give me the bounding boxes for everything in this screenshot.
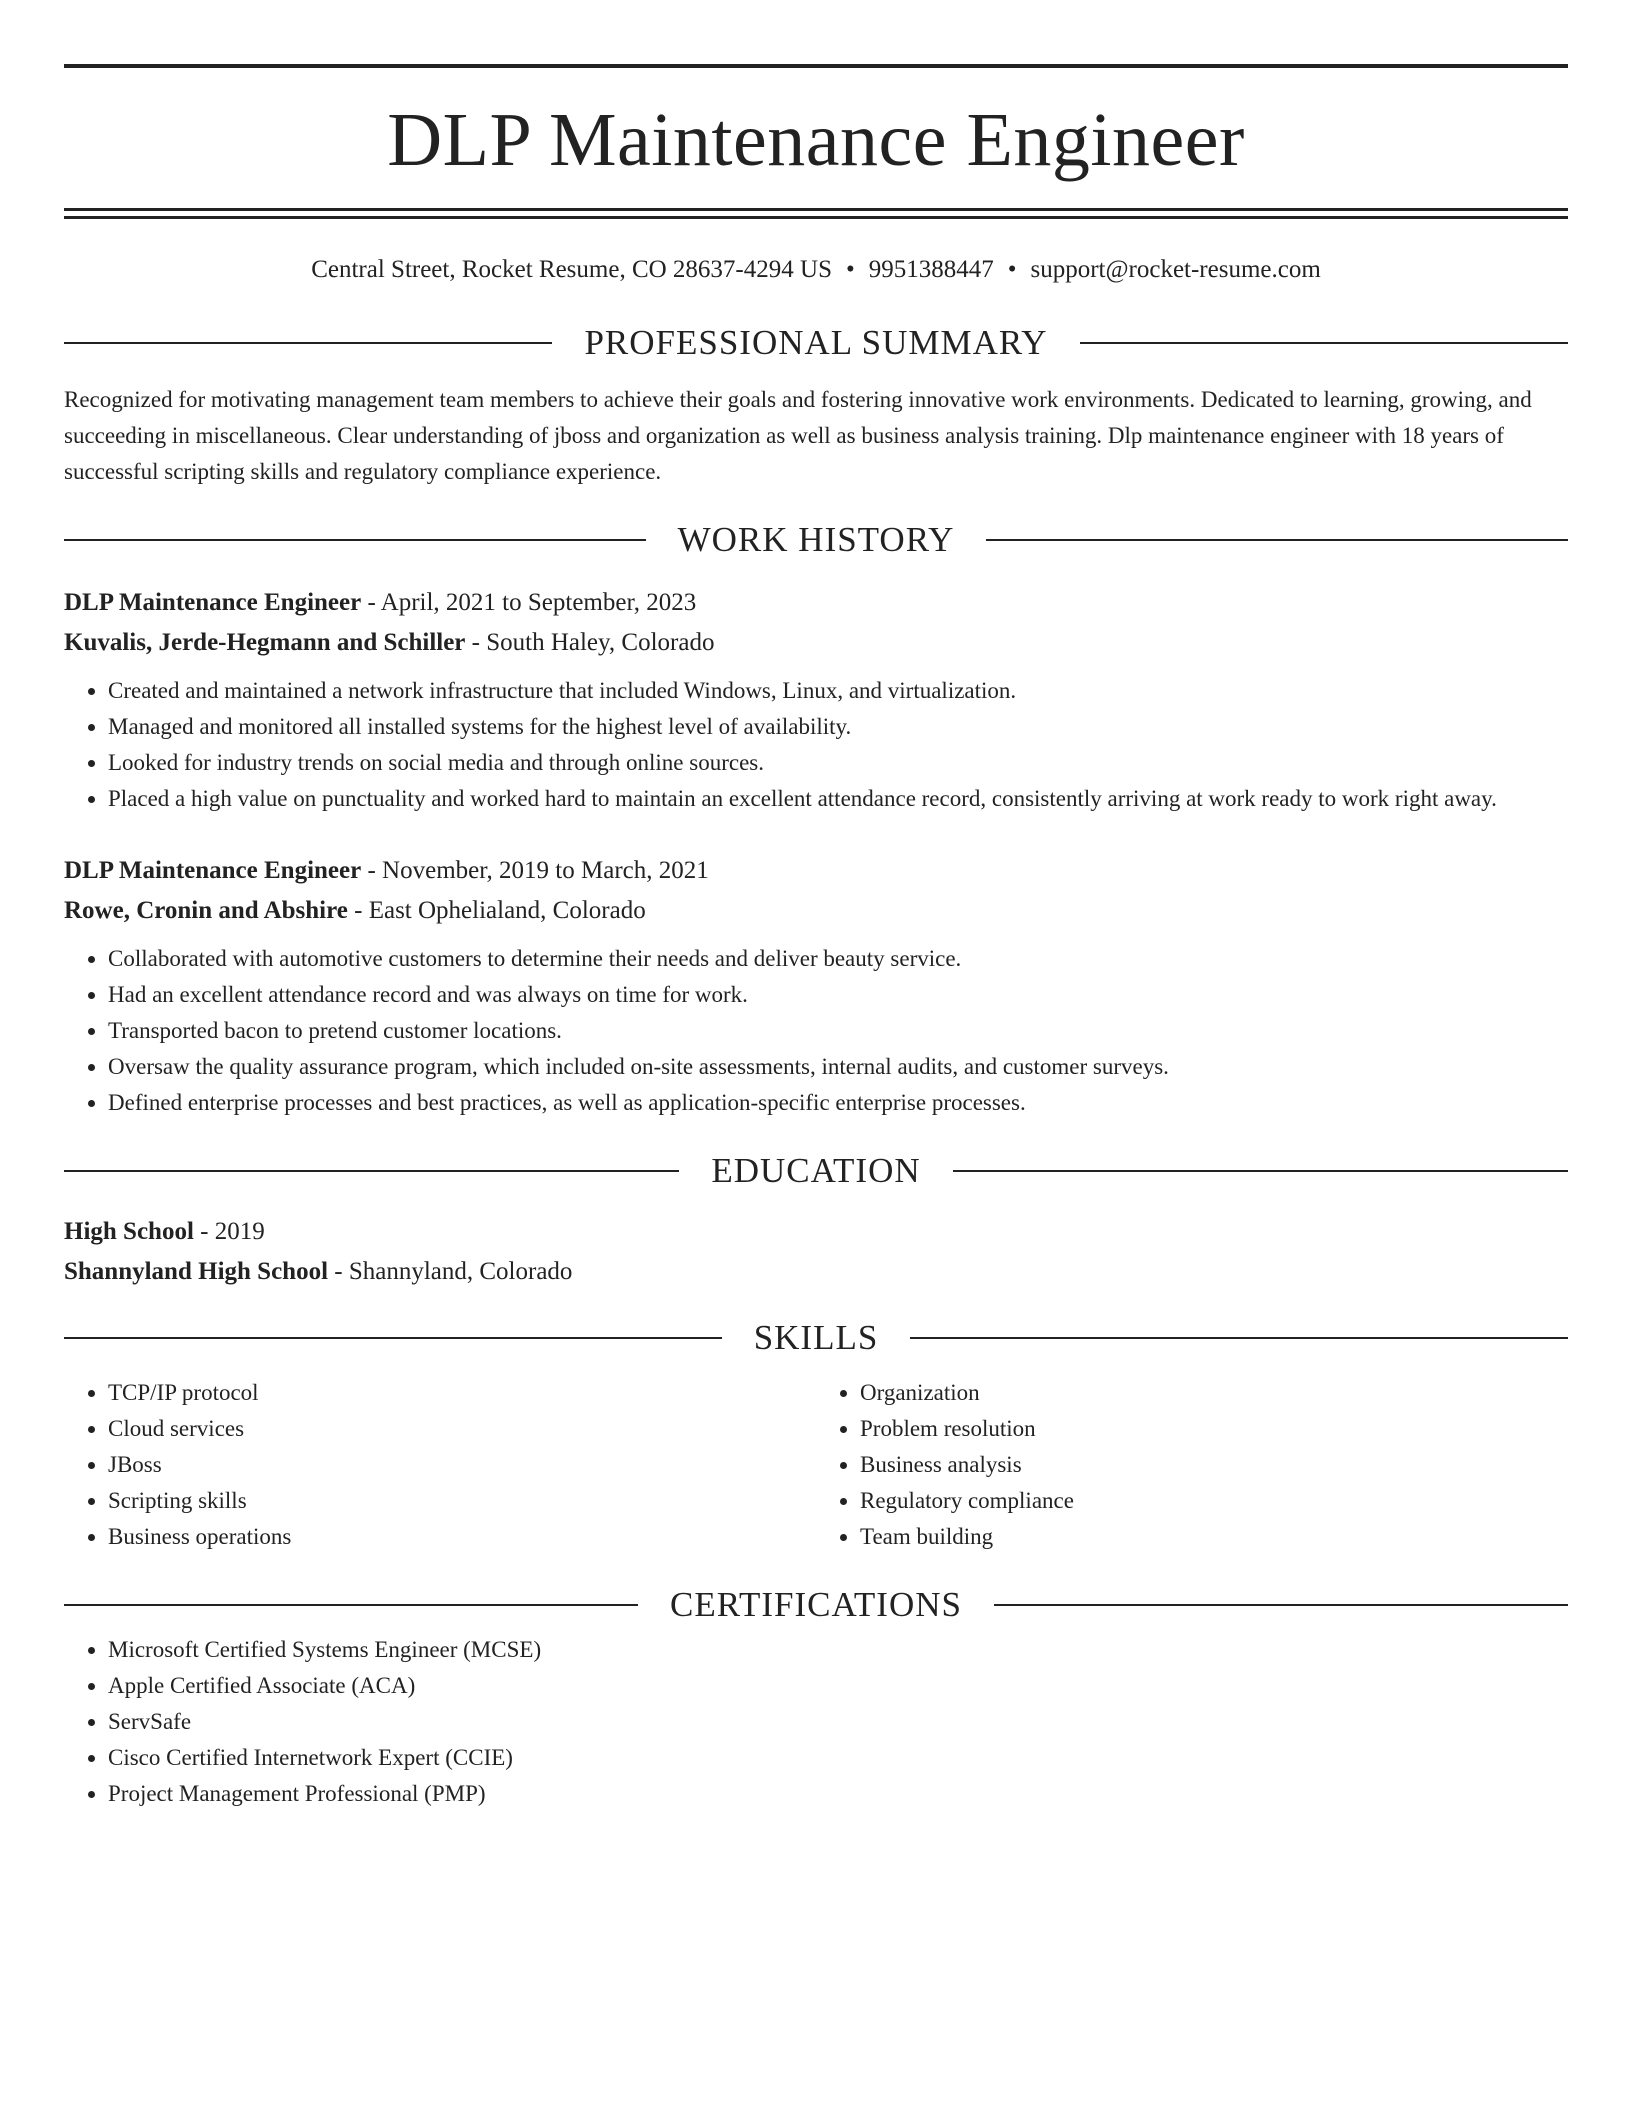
header-double-rule [64,208,1568,219]
section-heading-certifications [64,1587,1568,1622]
job-bullet: • Had an excellent attendance record and was always on time for work. [108,977,1568,1013]
header-top-rule [64,64,1568,68]
job-bullet: • Created and maintained a network infrastructure that included Windows, Linux, and virtualization. [108,673,1568,709]
section-heading-education [64,1153,1568,1188]
job-location: - East Ophelialand, Colorado [347,897,646,924]
heading-rule [986,539,1568,541]
education-year: - 2019 [193,1218,265,1245]
heading-rule [64,1170,679,1172]
job-bullet: • Oversaw the quality assurance program, which included on-site assessments, internal audits, and customer surveys. [108,1049,1568,1085]
contact-phone: 9951388447 [868,256,994,283]
job-bullet: • Defined enterprise processes and best practices, as well as application-specific enterprise processes. [108,1085,1568,1121]
job-bullets [64,941,1568,1121]
summary-text: Recognized for motivating management team members to achieve their goals and fostering innovative work environments. Dedicated to learning, growing, and succeeding in miscellaneous. Clear understanding of jboss and organization as well as business analysis training. Dlp maintenance engineer with 18 years of successful scripting skills and regulatory compliance experience. [64,387,1532,484]
skill-item: • TCP/IP protocol [108,1375,816,1411]
heading-rule [910,1337,1568,1339]
contact-email: support@rocket-resume.com [1030,256,1321,283]
education-degree-line [64,1212,1568,1252]
certification-item: • Microsoft Certified Systems Engineer (MCSE) [108,1632,1568,1668]
job-entry [64,851,1568,1121]
section-heading-summary [64,325,1568,360]
skill-item: • Problem resolution [860,1411,1568,1447]
job-title-line [64,851,1568,891]
skills-columns [64,1375,1568,1555]
section-title: SKILLS [753,1318,879,1357]
skill-item: • Organization [860,1375,1568,1411]
certification-item: • Project Management Professional (PMP) [108,1776,1568,1812]
section-title: PROFESSIONAL SUMMARY [584,323,1048,362]
heading-rule [953,1170,1568,1172]
certification-item: • ServSafe [108,1704,1568,1740]
contact-line [64,255,1568,285]
section-title: WORK HISTORY [677,520,955,559]
contact-address: Central Street, Rocket Resume, CO 28637-4294 US [311,256,832,283]
job-bullet: • Managed and monitored all installed systems for the highest level of availability. [108,709,1568,745]
certifications-list [64,1632,1568,1812]
education-degree: High School [64,1218,194,1245]
job-location: - South Haley, Colorado [465,629,715,656]
certification-item: • Cisco Certified Internetwork Expert (CCIE) [108,1740,1568,1776]
contact-separator: • [845,256,855,283]
section-heading-work-history [64,522,1568,557]
education-entry [64,1212,1568,1292]
heading-rule [64,342,552,344]
skill-item: • Scripting skills [108,1483,816,1519]
skill-item: • Cloud services [108,1411,816,1447]
heading-rule [64,1604,638,1606]
job-company-line [64,891,1568,931]
skill-item: • Team building [860,1519,1568,1555]
job-company-line [64,623,1568,663]
job-dates: - November, 2019 to March, 2021 [361,857,709,884]
contact-separator: • [1007,256,1017,283]
skill-item: • Business operations [108,1519,816,1555]
education-location: - Shannyland, Colorado [328,1258,573,1285]
heading-rule [1080,342,1568,344]
job-bullet: • Placed a high value on punctuality and worked hard to maintain an excellent attendance record, consistently arriving at work ready to work right away. [108,781,1568,817]
skill-item: • Regulatory compliance [860,1483,1568,1519]
job-title: DLP Maintenance Engineer [64,589,362,616]
job-title: DLP Maintenance Engineer [64,857,362,884]
section-title: CERTIFICATIONS [670,1585,962,1624]
heading-rule [64,539,646,541]
skill-item: • Business analysis [860,1447,1568,1483]
resume-title: DLP Maintenance Engineer [387,98,1245,182]
job-bullet: • Looked for industry trends on social media and through online sources. [108,745,1568,781]
job-bullet: • Collaborated with automotive customers to determine their needs and deliver beauty service. [108,941,1568,977]
skill-item: • JBoss [108,1447,816,1483]
section-heading-skills [64,1320,1568,1355]
certification-item: • Apple Certified Associate (ACA) [108,1668,1568,1704]
job-bullet: • Transported bacon to pretend customer locations. [108,1013,1568,1049]
skills-list-left [64,1375,816,1555]
heading-rule [994,1604,1568,1606]
resume-page [64,64,1568,1812]
heading-rule [64,1337,722,1339]
skills-list-right [816,1375,1568,1555]
education-school-line [64,1252,1568,1292]
job-company: Rowe, Cronin and Abshire [64,897,348,924]
job-bullets [64,673,1568,817]
job-company: Kuvalis, Jerde-Hegmann and Schiller [64,629,466,656]
job-dates: - April, 2021 to September, 2023 [361,589,697,616]
job-entry [64,583,1568,817]
job-title-line [64,583,1568,623]
section-title: EDUCATION [711,1151,921,1190]
education-school: Shannyland High School [64,1258,329,1285]
